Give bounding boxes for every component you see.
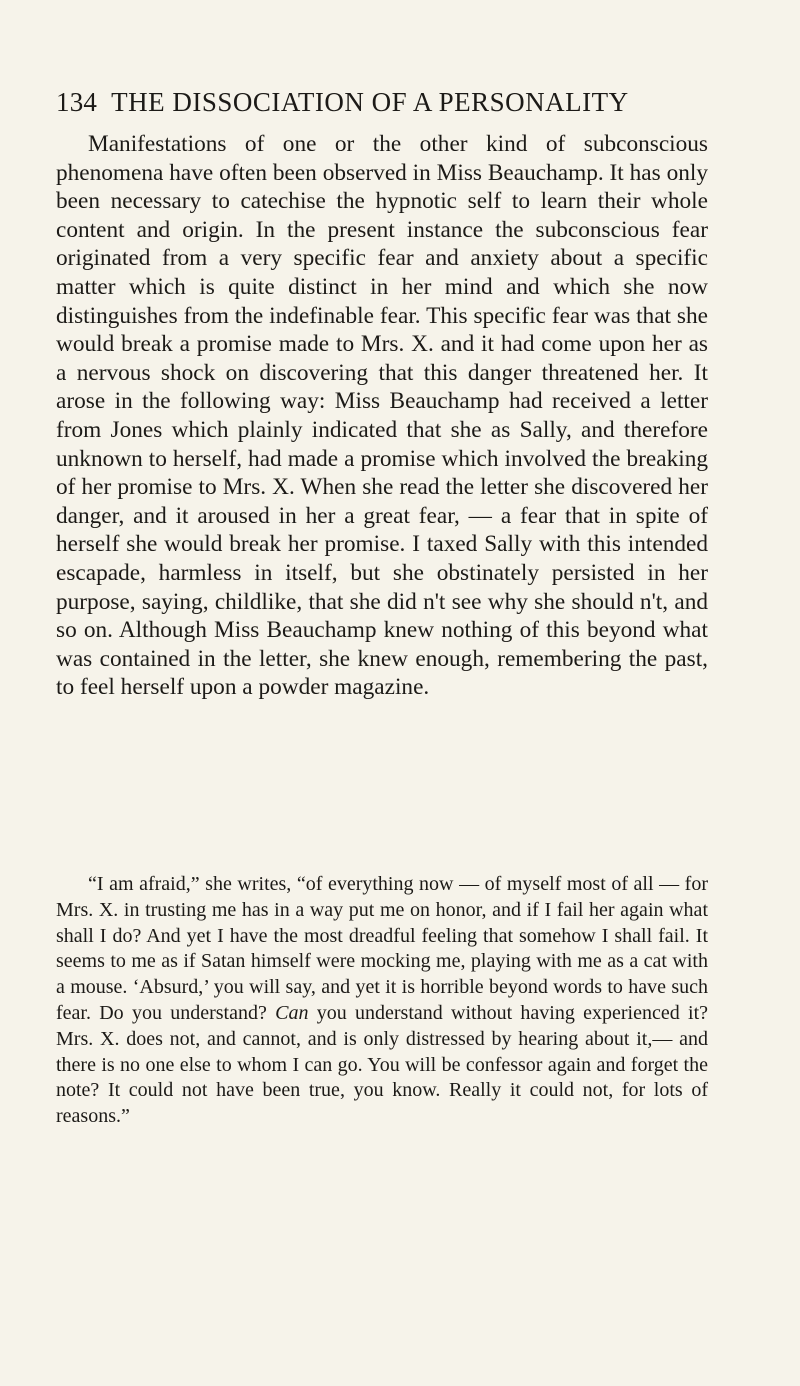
italic-emphasis: Can xyxy=(275,1001,309,1024)
quote-text-before-italic: “I am afraid,” she writes, “of everything now — of myself most of all — for Mrs. X. in trusting me has in a way put me on honor, and if I fail her again what shall I do? And yet I have the most dreadful feeling that somehow I shall fail. It seems to me as if Satan himself were mocking me, playing with me as a cat with a mouse. ‘Absurd,’ you will say, and yet it is horrible beyond words to have such fear. Do you understand? xyxy=(56,873,708,1024)
page-number: 134 xyxy=(56,87,98,117)
quote-text-after-italic: you understand without having experienced it? Mrs. X. does not, and cannot, and is only distressed by hearing about it,— and there is no one else to whom I can go. You will be confessor again and forget the note? It could not have been true, you know. Really it could not, for lots of reasons.” xyxy=(56,1001,708,1128)
body-paragraph: Manifestations of one or the other kind of subconscious phenomena have often been observed in Miss Beauchamp. It has only been necessary to catechise the hypnotic self to learn their whole content and origin. In the present instance the subconscious fear originated from a very specific fear and anxiety about a specific matter which is quite distinct in her mind and which she now distinguishes from the indefinable fear. This specific fear was that she would break a promise made to Mrs. X. and it had come upon her as a nervous shock on discovering that this danger threatened her. It arose in the following way: Miss Beauchamp had received a letter from Jones which plainly indicated that she as Sally, and therefore unknown to herself, had made a promise which involved the breaking of her promise to Mrs. X. When she read the letter she discovered her danger, and it aroused in her a great fear, — a fear that in spite of herself she would break her promise. I taxed Sally with this intended escapade, harmless in itself, but she obstinately persisted in her purpose, saying, childlike, that she did n't see why she should n't, and so on. Although Miss Beauchamp knew nothing of this beyond what was contained in the letter, she knew enough, remembering the past, to feel herself upon a powder magazine. xyxy=(56,131,708,701)
quoted-letter-paragraph xyxy=(56,872,708,1130)
running-head xyxy=(56,82,696,122)
running-head-title: THE DISSOCIATION OF A PERSONALITY xyxy=(111,87,629,117)
